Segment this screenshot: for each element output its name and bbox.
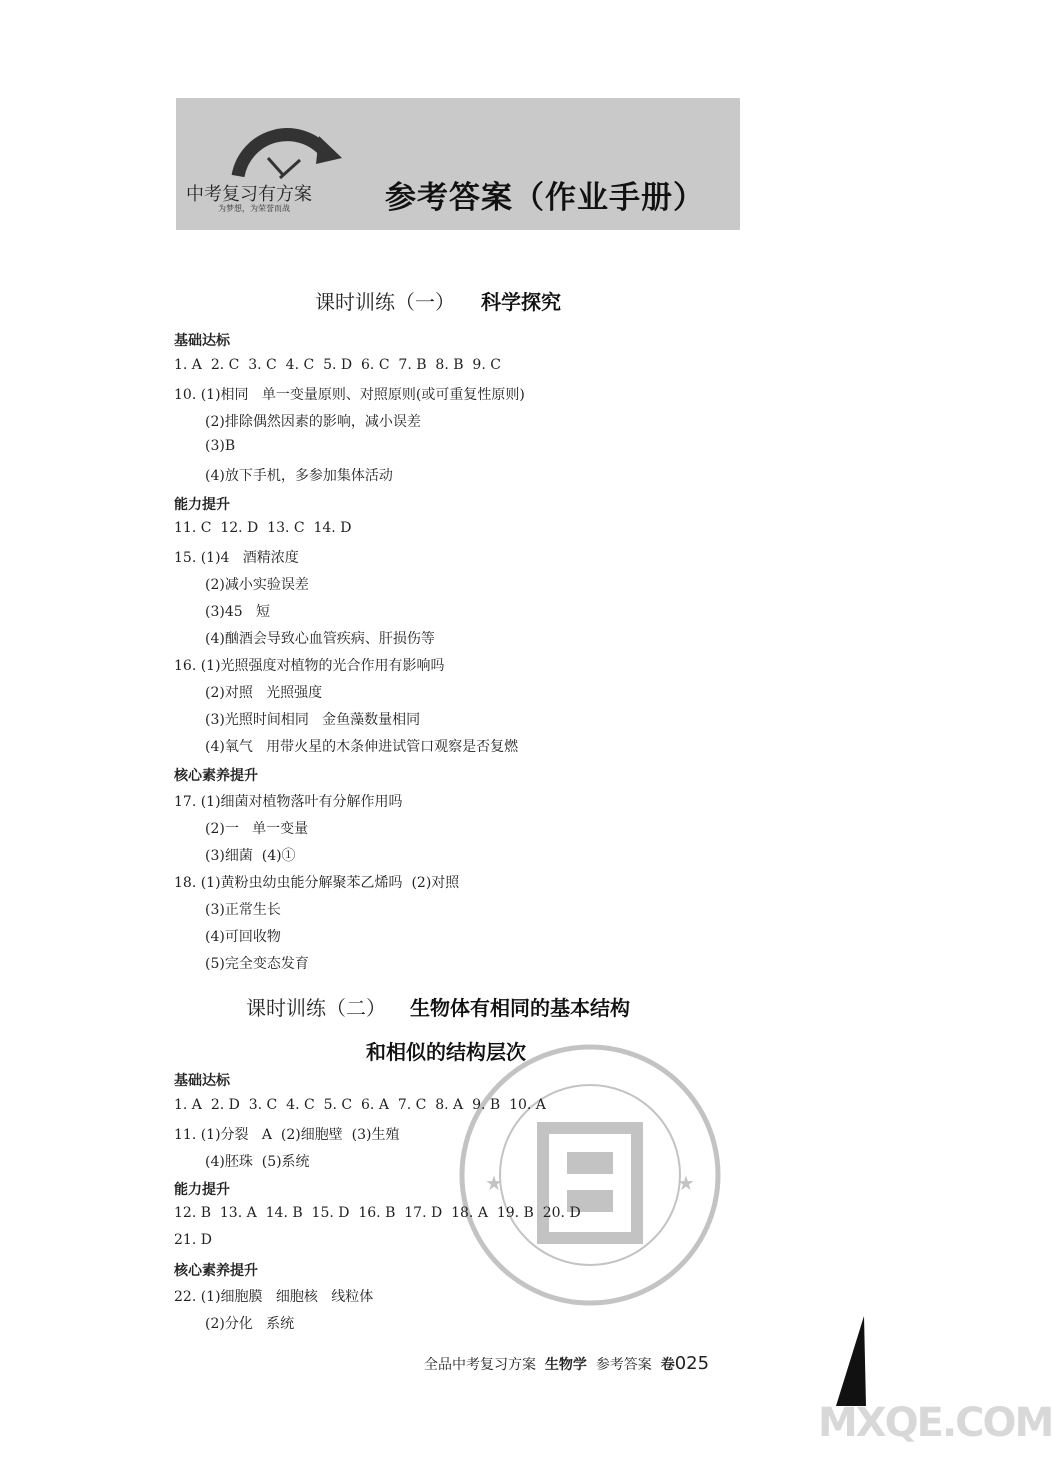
- answer-line: 18. (1)黄粉虫幼虫能分解聚苯乙烯吗 (2)对照: [174, 875, 460, 891]
- category-ability-1: 能力提升: [174, 497, 230, 513]
- answer-line: 16. (1)光照强度对植物的光合作用有影响吗: [174, 658, 445, 674]
- answer-line: (4)酗酒会导致心血管疾病、肝损伤等: [205, 631, 435, 647]
- answer-line: 1. A 2. C 3. C 4. C 5. D 6. C 7. B 8. B 9. C: [174, 357, 501, 373]
- logo-subtitle: 为梦想，为荣誉而战: [218, 204, 290, 213]
- footer-subject: 生物学: [544, 1357, 587, 1373]
- answer-line: (3)45 短: [205, 604, 270, 620]
- footer-series: 全品中考复习方案: [424, 1357, 536, 1373]
- section-title-2: [246, 992, 630, 1021]
- answer-line: (2)分化 系统: [205, 1316, 295, 1332]
- category-basic-2: 基础达标: [174, 1073, 230, 1089]
- answer-line: (4)胚珠 (5)系统: [205, 1154, 310, 1170]
- answer-line: (4)氧气 用带火星的木条伸进试管口观察是否复燃: [205, 739, 519, 755]
- footer-section: 参考答案: [595, 1357, 652, 1373]
- answer-line: 21. D: [174, 1232, 212, 1248]
- answer-line: (4)可回收物: [205, 929, 281, 945]
- answer-line: 1. A 2. D 3. C 4. C 5. C 6. A 7. C 8. A 9. B 10. A: [174, 1097, 546, 1113]
- site-watermark: MXQE.COM: [818, 1400, 1052, 1446]
- section-title-1: [315, 286, 561, 315]
- svg-text:★: ★: [485, 1171, 503, 1195]
- svg-text:★: ★: [677, 1171, 695, 1195]
- section-title-2-prefix: 课时训练（二）: [246, 996, 386, 1020]
- answer-line: (3)细菌 (4)①: [205, 848, 296, 864]
- category-ability-2: 能力提升: [174, 1182, 230, 1198]
- answer-line: 15. (1)4 酒精浓度: [174, 550, 299, 566]
- page-edge-wedge-icon: [836, 1316, 866, 1406]
- answer-line: 12. B 13. A 14. B 15. D 16. B 17. D 18. A 19. B 20. D: [174, 1205, 581, 1221]
- page-title: 参考答案（作业手册）: [385, 180, 705, 216]
- answer-line: (2)一 单一变量: [205, 821, 309, 837]
- section-title-2-main-line2: 和相似的结构层次: [366, 1040, 526, 1064]
- answer-line: (5)完全变态发育: [205, 956, 309, 972]
- answer-line: (2)减小实验误差: [205, 577, 309, 593]
- category-core-2: 核心素养提升: [174, 1263, 258, 1279]
- answer-line: 17. (1)细菌对植物落叶有分解作用吗: [174, 794, 403, 810]
- logo-title: 中考复习有方案: [186, 184, 312, 205]
- answer-line: (3)B: [205, 438, 236, 454]
- footer-volume-mark: 卷: [660, 1357, 675, 1373]
- page-footer: [424, 1353, 709, 1374]
- answer-line: (3)光照时间相同 金鱼藻数量相同: [205, 712, 421, 728]
- section-title-2-main: 生物体有相同的基本结构: [410, 996, 630, 1020]
- answer-line: (2)对照 光照强度: [205, 685, 323, 701]
- answer-line: 22. (1)细胞膜 细胞核 线粒体: [174, 1289, 374, 1305]
- section-title-1-prefix: 课时训练（一）: [315, 290, 455, 314]
- answer-line: 11. (1)分裂 A (2)细胞壁 (3)生殖: [174, 1127, 400, 1143]
- answer-line: (3)正常生长: [205, 902, 281, 918]
- category-core-1: 核心素养提升: [174, 768, 258, 784]
- answer-line: 10. (1)相同 单一变量原则、对照原则(或可重复性原则): [174, 387, 525, 403]
- answer-line: (4)放下手机，多参加集体活动: [205, 468, 393, 484]
- page-number: 025: [674, 1353, 710, 1374]
- answer-line: (2)排除偶然因素的影响，减小误差: [205, 414, 421, 430]
- seal-stamp: [455, 1040, 725, 1310]
- section-title-1-main: 科学探究: [481, 290, 561, 314]
- answer-line: 11. C 12. D 13. C 14. D: [174, 520, 352, 536]
- category-basic-1: 基础达标: [174, 333, 230, 349]
